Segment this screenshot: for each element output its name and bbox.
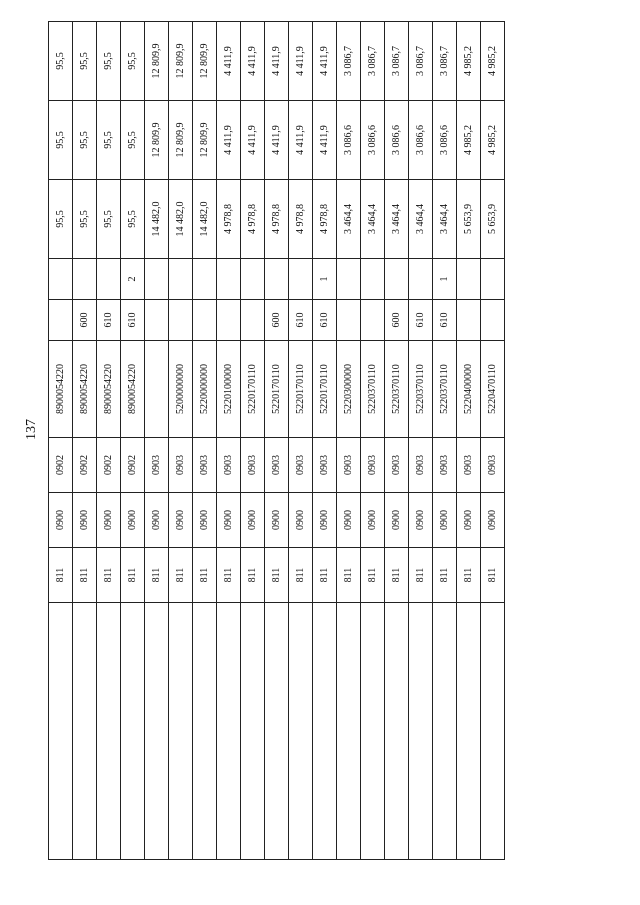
cell-v3: 12 809,9 [193,22,217,101]
cell-v1: 14 482,0 [169,180,193,259]
cell-desc [145,603,169,860]
cell-c1: 811 [337,548,361,603]
cell-v1: 4 978,8 [217,180,241,259]
cell-desc [409,603,433,860]
cell-c4: 5220370110 [361,341,385,438]
cell-c5 [481,300,505,341]
cell-c4 [145,341,169,438]
cell-c2: 0900 [169,493,193,548]
cell-c4: 8900054220 [73,341,97,438]
cell-c3: 0903 [313,438,337,493]
cell-c2: 0900 [457,493,481,548]
cell-c6 [241,259,265,300]
cell-c4: 8900054220 [49,341,73,438]
cell-desc [121,603,145,860]
cell-c1: 811 [409,548,433,603]
cell-c6: 1 [313,259,337,300]
cell-v1: 14 482,0 [145,180,169,259]
cell-c4: 5220400000 [457,341,481,438]
cell-c2: 0900 [313,493,337,548]
cell-c4: 5220100000 [217,341,241,438]
cell-c2: 0900 [337,493,361,548]
cell-c5 [49,300,73,341]
cell-v2: 95,5 [49,101,73,180]
cell-c1: 811 [265,548,289,603]
cell-c3: 0902 [97,438,121,493]
table-row [97,22,121,860]
cell-c1: 811 [193,548,217,603]
cell-c6 [73,259,97,300]
cell-c1: 811 [433,548,457,603]
cell-v1: 3 464,4 [337,180,361,259]
cell-c2: 0900 [121,493,145,548]
cell-c3: 0903 [289,438,313,493]
cell-c3: 0903 [145,438,169,493]
cell-v1: 95,5 [97,180,121,259]
cell-desc [361,603,385,860]
cell-c6 [289,259,313,300]
cell-c3: 0903 [217,438,241,493]
cell-v3: 95,5 [121,22,145,101]
cell-v3: 3 086,7 [433,22,457,101]
cell-c4: 5220300000 [337,341,361,438]
cell-desc [49,603,73,860]
cell-c6 [217,259,241,300]
table-row [121,22,145,860]
cell-v1: 4 978,8 [241,180,265,259]
cell-c1: 811 [73,548,97,603]
table-row [241,22,265,860]
cell-v1: 3 464,4 [361,180,385,259]
cell-c2: 0900 [385,493,409,548]
cell-v2: 95,5 [73,101,97,180]
cell-desc [193,603,217,860]
cell-v2: 4 411,9 [217,101,241,180]
cell-c5 [361,300,385,341]
table-row [217,22,241,860]
cell-c3: 0903 [457,438,481,493]
cell-c3: 0903 [337,438,361,493]
cell-v2: 4 985,2 [481,101,505,180]
cell-v1: 3 464,4 [385,180,409,259]
cell-desc [169,603,193,860]
cell-v1: 95,5 [73,180,97,259]
cell-c6 [169,259,193,300]
table-row [337,22,361,860]
cell-c1: 811 [289,548,313,603]
cell-v3: 95,5 [97,22,121,101]
cell-c6 [145,259,169,300]
cell-v1: 14 482,0 [193,180,217,259]
cell-v1: 3 464,4 [433,180,457,259]
cell-c6 [49,259,73,300]
cell-c4: 8900054220 [97,341,121,438]
cell-c2: 0900 [241,493,265,548]
cell-v3: 12 809,9 [145,22,169,101]
table-row [193,22,217,860]
cell-c2: 0900 [193,493,217,548]
cell-c5 [145,300,169,341]
cell-desc [457,603,481,860]
cell-v1: 95,5 [49,180,73,259]
cell-c2: 0900 [289,493,313,548]
cell-desc [481,603,505,860]
cell-c3: 0902 [73,438,97,493]
cell-c3: 0903 [385,438,409,493]
cell-c6 [97,259,121,300]
table-row [433,22,457,860]
cell-c5 [241,300,265,341]
cell-desc [265,603,289,860]
cell-c5 [193,300,217,341]
cell-v2: 12 809,9 [169,101,193,180]
cell-v3: 4 411,9 [313,22,337,101]
cell-c1: 811 [121,548,145,603]
cell-c4: 5220000000 [193,341,217,438]
cell-v3: 95,5 [73,22,97,101]
cell-c1: 811 [241,548,265,603]
cell-v3: 4 411,9 [217,22,241,101]
cell-c6 [361,259,385,300]
cell-v2: 95,5 [97,101,121,180]
table-row [169,22,193,860]
cell-c4: 5220170110 [313,341,337,438]
cell-v2: 12 809,9 [145,101,169,180]
cell-c2: 0900 [217,493,241,548]
cell-desc [97,603,121,860]
cell-c6 [457,259,481,300]
table-row [313,22,337,860]
cell-c1: 811 [361,548,385,603]
cell-v2: 4 411,9 [241,101,265,180]
table-row [457,22,481,860]
cell-c5: 610 [97,300,121,341]
table-row [385,22,409,860]
page-number: 137 [24,419,39,440]
cell-v1: 5 653,9 [457,180,481,259]
cell-v1: 3 464,4 [409,180,433,259]
cell-c3: 0903 [193,438,217,493]
budget-table-rotated [48,43,588,860]
cell-v2: 95,5 [121,101,145,180]
cell-c4: 5220470110 [481,341,505,438]
cell-c2: 0900 [145,493,169,548]
cell-v3: 4 411,9 [289,22,313,101]
cell-v1: 4 978,8 [289,180,313,259]
cell-desc [313,603,337,860]
cell-v3: 4 985,2 [457,22,481,101]
cell-v3: 4 985,2 [481,22,505,101]
cell-c5: 610 [121,300,145,341]
cell-desc [73,603,97,860]
cell-v3: 95,5 [49,22,73,101]
cell-c2: 0900 [433,493,457,548]
cell-v3: 3 086,7 [337,22,361,101]
cell-c3: 0903 [409,438,433,493]
cell-c4: 5220170110 [241,341,265,438]
cell-c5: 610 [289,300,313,341]
cell-c2: 0900 [265,493,289,548]
cell-c1: 811 [313,548,337,603]
cell-desc [217,603,241,860]
cell-v2: 4 985,2 [457,101,481,180]
cell-v3: 12 809,9 [169,22,193,101]
cell-c5 [169,300,193,341]
cell-c5 [217,300,241,341]
table-row [145,22,169,860]
cell-v1: 5 653,9 [481,180,505,259]
cell-c1: 811 [97,548,121,603]
table-row [265,22,289,860]
cell-c5: 600 [73,300,97,341]
cell-v3: 4 411,9 [241,22,265,101]
cell-c2: 0900 [409,493,433,548]
cell-c2: 0900 [481,493,505,548]
cell-v2: 3 086,6 [409,101,433,180]
cell-v1: 95,5 [121,180,145,259]
cell-c2: 0900 [97,493,121,548]
cell-c1: 811 [385,548,409,603]
cell-c6: 1 [433,259,457,300]
table-row [49,22,73,860]
table-row [481,22,505,860]
cell-c1: 811 [481,548,505,603]
cell-c6 [265,259,289,300]
cell-v3: 3 086,7 [385,22,409,101]
cell-c5: 600 [385,300,409,341]
cell-v1: 4 978,8 [265,180,289,259]
cell-c3: 0902 [49,438,73,493]
cell-c2: 0900 [361,493,385,548]
cell-c5 [457,300,481,341]
cell-c1: 811 [217,548,241,603]
table-row [289,22,313,860]
cell-v2: 4 411,9 [289,101,313,180]
cell-c3: 0903 [361,438,385,493]
cell-c5: 610 [433,300,457,341]
cell-c4: 5220170110 [289,341,313,438]
cell-c3: 0903 [265,438,289,493]
cell-c1: 811 [145,548,169,603]
cell-c2: 0900 [49,493,73,548]
cell-v3: 3 086,7 [361,22,385,101]
cell-c5 [337,300,361,341]
cell-c6 [337,259,361,300]
cell-c1: 811 [49,548,73,603]
cell-c5: 610 [313,300,337,341]
table-row [409,22,433,860]
cell-v3: 3 086,7 [409,22,433,101]
cell-c2: 0900 [73,493,97,548]
budget-table [48,21,505,860]
table-row [361,22,385,860]
cell-c1: 811 [457,548,481,603]
cell-v2: 3 086,6 [433,101,457,180]
cell-desc [433,603,457,860]
cell-v2: 4 411,9 [265,101,289,180]
cell-c3: 0903 [481,438,505,493]
cell-c3: 0902 [121,438,145,493]
cell-v2: 3 086,6 [361,101,385,180]
cell-c4: 5200000000 [169,341,193,438]
cell-c3: 0903 [169,438,193,493]
cell-c4: 5220370110 [433,341,457,438]
cell-c3: 0903 [241,438,265,493]
cell-v2: 4 411,9 [313,101,337,180]
cell-desc [289,603,313,860]
cell-c6 [481,259,505,300]
cell-v2: 12 809,9 [193,101,217,180]
cell-v1: 4 978,8 [313,180,337,259]
cell-c3: 0903 [433,438,457,493]
cell-c4: 5220170110 [265,341,289,438]
cell-c6 [193,259,217,300]
cell-v2: 3 086,6 [337,101,361,180]
cell-c5: 610 [409,300,433,341]
cell-desc [337,603,361,860]
cell-desc [385,603,409,860]
cell-c6 [385,259,409,300]
cell-v2: 3 086,6 [385,101,409,180]
cell-c4: 5220370110 [385,341,409,438]
table-row [73,22,97,860]
cell-c4: 5220370110 [409,341,433,438]
cell-v3: 4 411,9 [265,22,289,101]
cell-desc [241,603,265,860]
cell-c6 [409,259,433,300]
cell-c1: 811 [169,548,193,603]
cell-c5: 600 [265,300,289,341]
cell-c6: 2 [121,259,145,300]
cell-c4: 8900054220 [121,341,145,438]
